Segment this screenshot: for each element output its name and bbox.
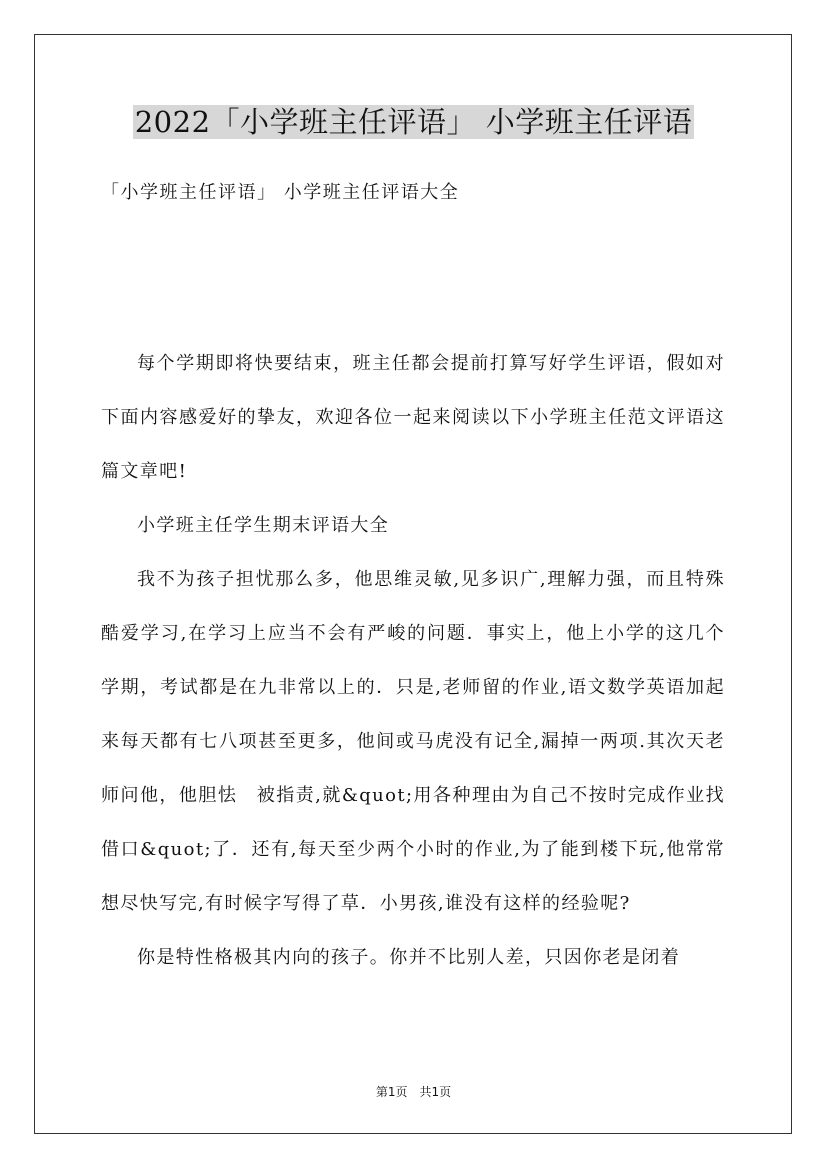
page-footer: 第1页 共1页 bbox=[375, 1085, 452, 1099]
document-subtitle: 「小学班主任评语」 小学班主任评语大全 bbox=[101, 182, 460, 203]
paragraph-heading: 小学班主任学生期末评语大全 bbox=[137, 515, 390, 536]
paragraph-comment-1: 我不为孩子担忧那么多，他思维灵敏,见多识广,理解力强，而且特殊酷爱学习,在学习上应当不会有严峻的问题．事实上，他上小学的这几个学期，考试都是在九非常以上的．只是,老师留的作业,语文数学英语加起来每天都有七八项甚至更多，他间或马虎没有记全,漏掉一两项.其次天老师问他，他胆怯 被指责,就&quot;用各种理由为自己不按时完成作业找借口&quot;了．还有,每天至少两个小时的作业,为了能到楼下玩,他常常想尽快写完,有时候字写得了草．小男孩,谁没有这样的经验呢? bbox=[101, 569, 725, 914]
paragraph-intro: 每个学期即将快要结束，班主任都会提前打算写好学生评语，假如对下面内容感爱好的挚友，欢迎各位一起来阅读以下小学班主任范文评语这篇文章吧! bbox=[101, 353, 725, 482]
document-title bbox=[0, 102, 827, 142]
document-title-text: 2022「小学班主任评语」 小学班主任评语 bbox=[134, 105, 693, 139]
document-body bbox=[101, 337, 725, 985]
paragraph-comment-2: 你是特性格极其内向的孩子。你并不比别人差，只因你老是闭着 bbox=[137, 947, 681, 968]
